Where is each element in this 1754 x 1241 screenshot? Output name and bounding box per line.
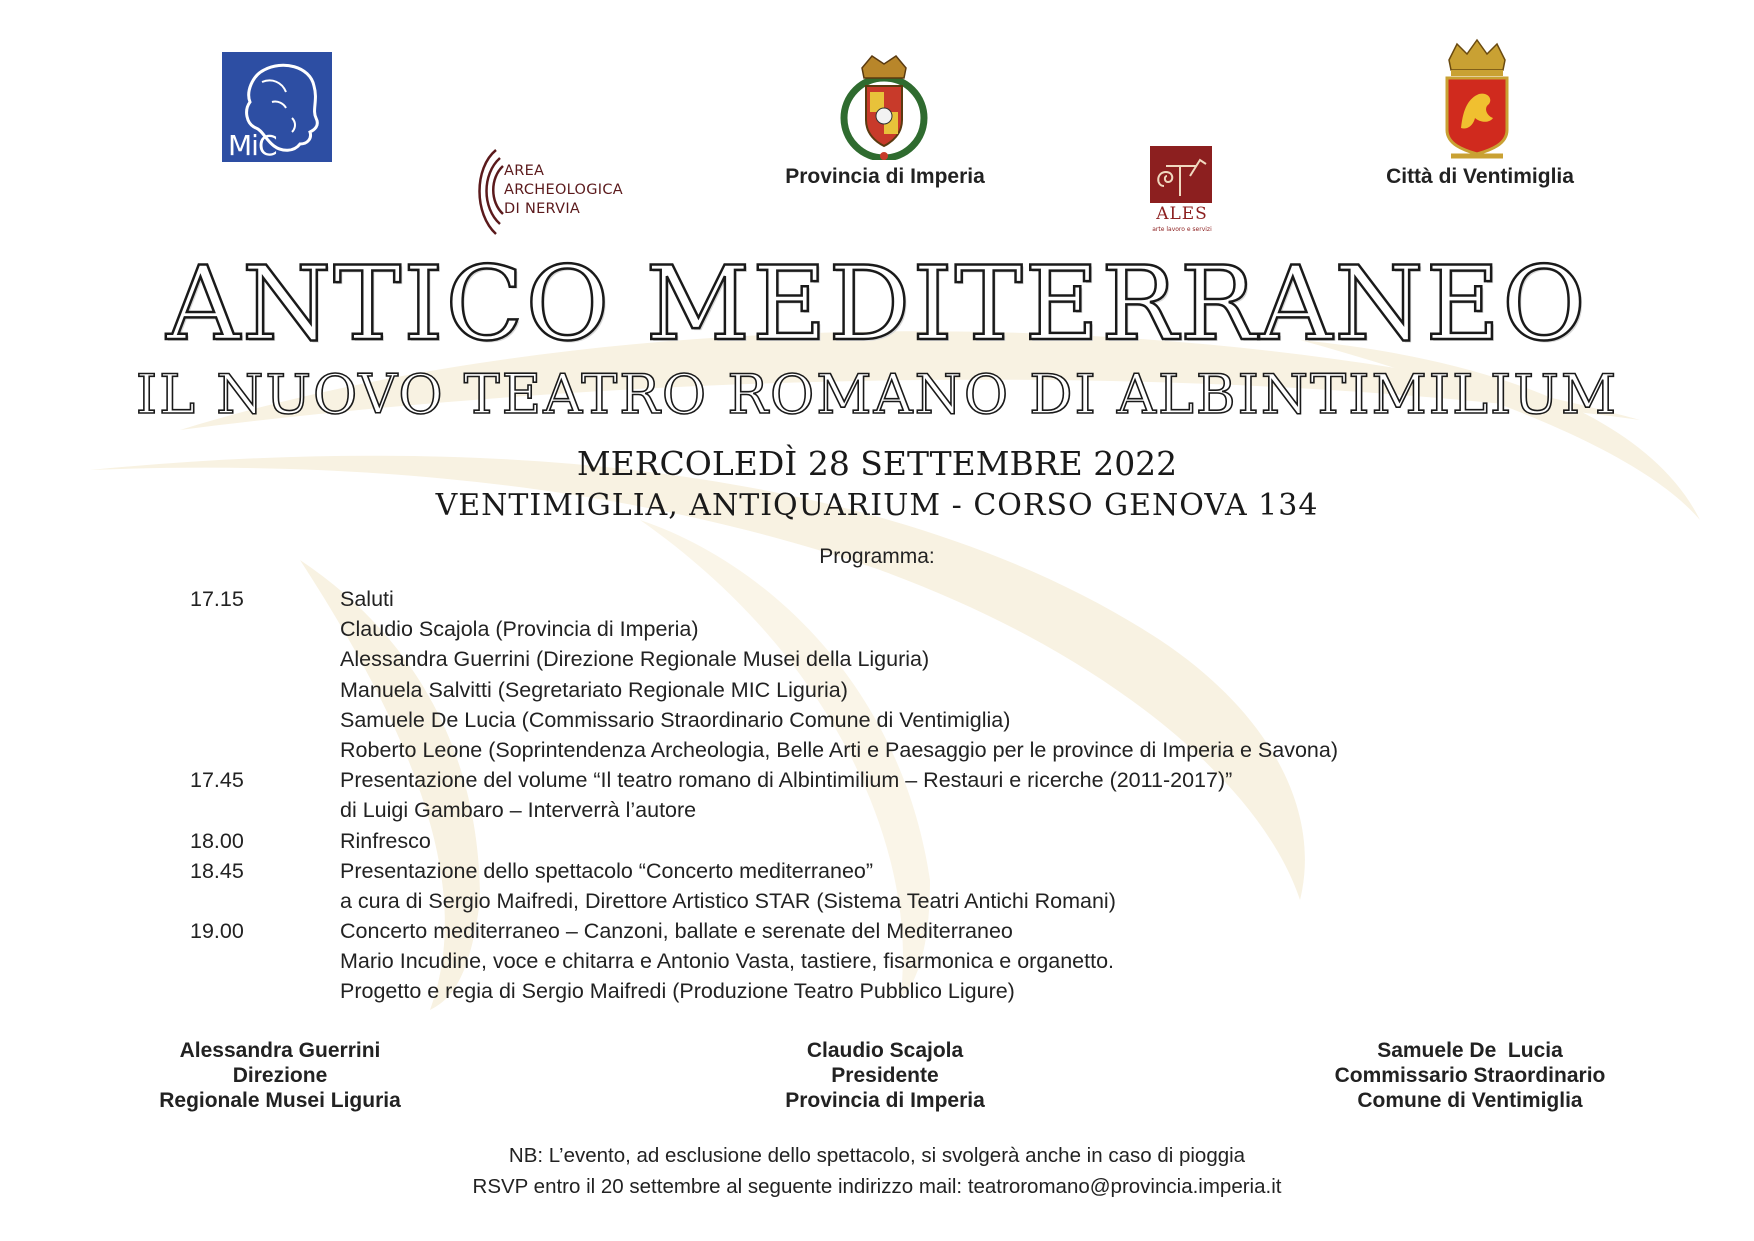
schedule-text: Rinfresco [340,828,431,853]
theatre-arcs-icon [466,148,506,238]
ales-tagline: arte lavoro e servizi [1152,226,1212,233]
program-schedule [190,584,1590,1007]
signature-role: Commissario Straordinario [1334,1064,1606,1087]
schedule-text: a cura di Sergio Maifredi, Direttore Artistico STAR (Sistema Teatri Antichi Romani) [340,888,1116,913]
schedule-time [190,976,340,1006]
schedule-text: di Luigi Gambaro – Interverrà l’autore [340,798,697,823]
program-heading: Programma: [819,545,935,568]
schedule-text: Claudio Scajola (Provincia di Imperia) [340,617,699,642]
schedule-row [190,705,1590,735]
signature-name: Samuele De Lucia [1377,1039,1563,1062]
schedule-row [190,614,1590,644]
schedule-time [190,795,340,825]
schedule-row [190,976,1590,1006]
signature-name: Alessandra Guerrini [179,1039,381,1062]
schedule-row [190,946,1590,976]
schedule-time [190,705,340,735]
schedule-row [190,644,1590,674]
event-place: VENTIMIGLIA, ANTIQUARIUM - CORSO GENOVA 134 [435,488,1319,523]
schedule-text: Presentazione dello spettacolo “Concerto mediterraneo” [340,858,874,883]
schedule-text: Samuele De Lucia (Commissario Straordinario Comune di Ventimiglia) [340,707,1011,732]
schedule-row [190,916,1590,946]
schedule-row [190,735,1590,765]
schedule-time [190,614,340,644]
schedule-text: Manuela Salvitti (Segretariato Regionale MIC Liguria) [340,677,848,702]
schedule-time: 19.00 [190,919,244,944]
schedule-text: Presentazione del volume “Il teatro romano di Albintimilium – Restauri e ricerche (2011-2017)” [340,768,1233,793]
signature-scajola [740,1038,1030,1113]
schedule-time: 18.00 [190,828,244,853]
signature-name: Claudio Scajola [806,1039,964,1062]
schedule-text: Progetto e regia di Sergio Maifredi (Produzione Teatro Pubblico Ligure) [340,979,1015,1004]
schedule-text: Mario Incudine, voce e chitarra e Antonio Vasta, tastiere, fisarmonica e organetto. [340,949,1115,974]
subtitle: IL NUOVO TEATRO ROMANO DI ALBINTIMILIUM [135,363,1619,426]
schedule-time [190,946,340,976]
schedule-row [190,856,1590,886]
footer-notes [0,1140,1754,1202]
signature-role: Presidente [831,1064,939,1087]
rain-note: NB: L’evento, ad esclusione dello spettacolo, si svolgerà anche in caso di pioggia [508,1144,1246,1167]
schedule-row [190,584,1590,614]
ales-wordmark: ALES [1156,204,1208,224]
mic-wordmark: MiC [228,129,277,162]
schedule-row [190,675,1590,705]
rsvp-note: RSVP entro il 20 settembre al seguente indirizzo mail: teatroromano@provincia.imperia.it [472,1175,1282,1198]
schedule-time: 17.15 [190,587,244,611]
nervia-logo [466,148,666,238]
schedule-row [190,765,1590,795]
signature-de-lucia [1300,1038,1640,1113]
schedule-time: 18.45 [190,858,244,883]
ventimiglia-crest-icon [1439,38,1515,163]
event-date: MERCOLEDÌ 28 SETTEMBRE 2022 [576,444,1178,483]
signature-role: Direzione [232,1064,328,1087]
provincia-label: Provincia di Imperia [785,165,985,188]
schedule-time [190,886,340,916]
schedule-time [190,675,340,705]
nervia-line-2: ARCHEOLOGICA [504,182,624,198]
ales-capital-icon [1150,146,1212,203]
schedule-text: Saluti [340,587,394,611]
schedule-text: Alessandra Guerrini (Direzione Regionale Musei della Liguria) [340,647,930,672]
main-title: ANTICO MEDITERRANEO [166,245,1588,364]
ales-logo [1142,146,1222,236]
schedule-row [190,795,1590,825]
signature-org: Comune di Ventimiglia [1357,1089,1583,1112]
schedule-text: Roberto Leone (Soprintendenza Archeologia, Belle Arti e Paesaggio per le province di Imperia e Savona) [340,737,1338,762]
nervia-line-1: AREA [504,163,545,179]
signature-org: Provincia di Imperia [785,1089,985,1112]
schedule-time: 17.45 [190,768,244,793]
signature-guerrini [120,1038,440,1113]
schedule-time [190,735,340,765]
provincia-crest-icon [832,42,936,160]
schedule-row [190,826,1590,856]
schedule-text: Concerto mediterraneo – Canzoni, ballate e serenate del Mediterraneo [340,919,1013,944]
schedule-row [190,886,1590,916]
ventimiglia-label: Città di Ventimiglia [1386,165,1574,188]
mic-logo [222,52,332,162]
nervia-line-3: DI NERVIA [504,201,581,217]
signature-org: Regionale Musei Liguria [159,1089,401,1112]
schedule-time [190,644,340,674]
